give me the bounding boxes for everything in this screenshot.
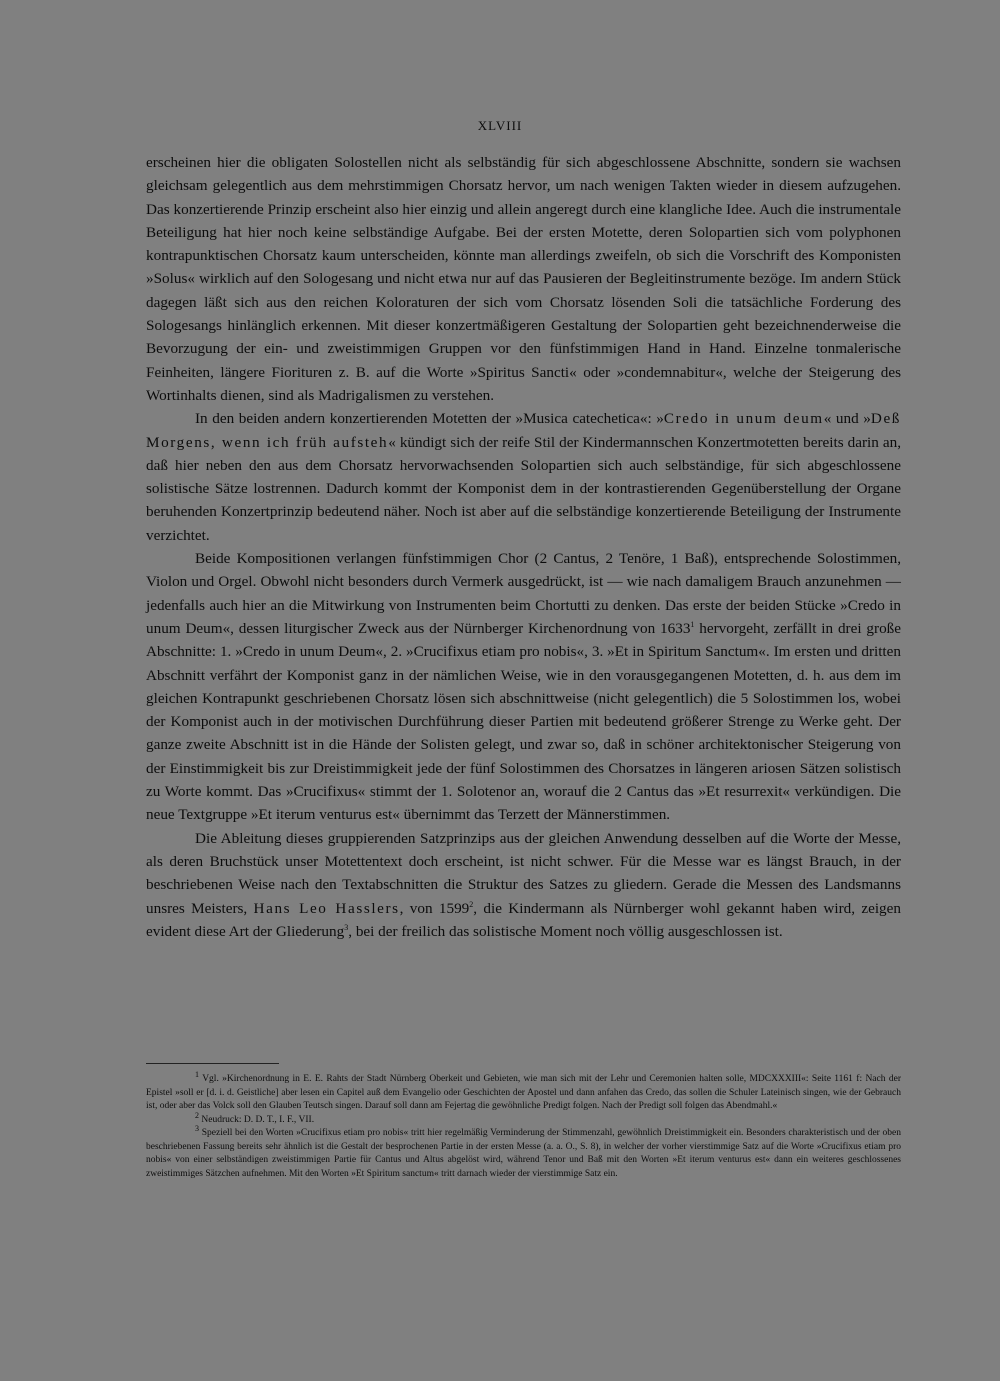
- paragraph-2: [146, 407, 901, 547]
- paragraph-4: [146, 827, 901, 943]
- body-text: [146, 151, 901, 943]
- footnote-3-mark: 3: [195, 1123, 199, 1133]
- footnote-3: [146, 1123, 902, 1181]
- footnote-ref-3: 3: [344, 922, 349, 932]
- footnote-divider: [146, 1063, 279, 1064]
- footnote-ref-2: 2: [469, 899, 474, 909]
- paragraph-4-text-c: , von 1599: [399, 899, 470, 917]
- spaced-title-morgens: Deß Morgens, wenn ich früh aufsteh: [146, 410, 901, 451]
- paragraph-2-text-e: « kündigt sich der reife Stil der Kindermannschen Konzertmotetten bereits darin an, daß hier neben den aus dem Chorsatz hervorwachsenden Solopartien sich auch selbständige, für sich abgeschlossene solistische Sätze lostrennen. Dadurch kommt der Komponist dem in der kontrastierenden Gegenüberstellung der Organe beruhenden Konzertprinzip bedeutend näher. Noch ist aber auf die selbständige konzertierende Beteiligung der Instrumente verzichtet.: [146, 433, 901, 544]
- paragraph-4-text-a: Die Ableitung dieses gruppierenden Satzprinzips aus der gleichen Anwendung desselben auf die Worte der Messe, als deren Bruchstück unser Motettentext doch erscheint, ist nicht schwer. Für die Messe war es längst Brauch, in der beschriebenen Weise nach den Textabschnitten die Struktur des Satzes zu gliedern. Gerade die Messen des Landsmanns unsres Meisters,: [146, 829, 901, 917]
- paragraph-1-text: erscheinen hier die obligaten Solostellen nicht als selbständig für sich abgeschlossene Abschnitte, sondern sie wachsen gleichsam gelegentlich aus dem mehrstimmigen Chorsatz hervor, um nach wenigen Takten wieder in diesem aufzugehen. Das konzertierende Prinzip erscheint also hier einzig und allein angeregt durch eine klangliche Idee. Auch die instrumentale Beteiligung hat hier noch keine selbständige Aufgabe. Bei der ersten Motette, deren Solopartien sich vom polyphonen kontrapunktischen Chorsatz kaum unterscheiden, könnte man allerdings zweifeln, ob sich die Vorschrift des Komponisten »Solus« wirklich auf den Sologesang und nicht etwa nur auf das Pausieren der Begleitinstrumente bezöge. Im andern Stück dagegen läßt sich aus den reichen Koloraturen der sich vom Chorsatz lösenden Soli die tatsächliche Forderung des Sologesangs hinlänglich erkennen. Mit dieser konzertmäßigeren Gestaltung der Solopartien geht bezeichnenderweise die Bevorzugung der ein- und zweistimmigen Gruppen vor den fünfstimmigen Hand in Hand. Einzelne tonmalerische Feinheiten, längere Fiorituren z. B. auf die Worte »Spiritus Sancti« oder »condemnabitur«, welche der Steigerung des Wortinhalts dienen, sind als Madrigalismen zu verstehen.: [146, 154, 901, 404]
- paragraph-2-text-c: « und »: [823, 410, 871, 428]
- page-number: XLVIII: [477, 118, 523, 133]
- footnotes: [146, 1069, 902, 1181]
- paragraph-4-text-d: , die Kindermann als Nürnberger wohl gekannt haben wird, zeigen evident diese Art der Gliederung: [146, 899, 901, 940]
- paragraph-2-text-a: In den beiden andern konzertierenden Motetten der »Musica catechetica«: »: [195, 410, 664, 428]
- paragraph-1: [146, 151, 901, 407]
- footnote-ref-1: 1: [690, 619, 695, 629]
- footnote-1-mark: 1: [195, 1069, 199, 1079]
- footnote-1-text: Vgl. »Kirchenordnung in E. E. Rahts der Stadt Nürnberg Oberkeit und Gebieten, wie man sich mit der Lehr und Ceremonien halten solle, MDCXXXIII«: Seite 1161 f: Nach der Epistel »soll er [d. i. d. Geistliche] aber lesen ein Capitel auß dem Evangelio oder Geschichten der Apostel und dann anfahen das Credo, das sollen die Schuler Lateinisch singen, wie der Gebrauch ist, oder aber das Volck soll den Glauben Teutsch singen. Darauf soll dann am Fejertag die gewöhnliche Predigt folgen. Nach der Predigt soll folgen das Abendmahl.«: [146, 1074, 901, 1111]
- spaced-name-hassler: Hans Leo Hasslers: [253, 899, 400, 917]
- footnote-3-text: Speziell bei den Worten »Crucifixus etiam pro nobis« tritt hier regelmäßig Verminderung der Stimmenzahl, gewöhnlich Dreistimmigkeit ein. Besonders charakteristisch und der oben beschriebenen Fassung bereits sehr ähnlich ist die Gestalt der besprochenen Partie in der ersten Messe (a. a. O., S. 8), in welcher der vorher vierstimmige Satz auf die Worte »Crucifixus etiam pro nobis« von einer selbständigen zweistimmigen Partie für Cantus und Altus abgelöst wird, während Tenor und Baß mit den Worten »Et iterum venturus est« dann ein weiteres geschlossenes zweistimmiges Sätzchen aufnehmen. Mit den Worten »Et Spiritum sanctum« tritt darnach wieder der vierstimmige Satz ein.: [146, 1128, 902, 1179]
- paragraph-4-text-e: , bei der freilich das solistische Moment noch völlig ausgeschlossen ist.: [348, 922, 783, 940]
- footnote-2-mark: 2: [195, 1110, 199, 1120]
- footnote-2: [146, 1110, 901, 1128]
- paragraph-3-text-a: Beide Kompositionen verlangen fünfstimmigen Chor (2 Cantus, 2 Tenöre, 1 Baß), entsprechende Solostimmen, Violon und Orgel. Obwohl nicht besonders durch Vermerk ausgedrückt, ist — wie nach damaligem Brauch anzunehmen — jedenfalls auch hier an die Mitwirkung von Instrumenten beim Chortutti zu denken. Das erste der beiden Stücke »Credo in unum Deum«, dessen liturgischer Zweck aus der Nürnberger Kirchenordnung von 1633: [146, 550, 901, 637]
- footnote-2-text: Neudruck: D. D. T., I. F., VII.: [201, 1114, 315, 1125]
- paragraph-3-text-b: hervorgeht, zerfällt in drei große Abschnitte: 1. »Credo in unum Deum«, 2. »Crucifixus etiam pro nobis«, 3. »Et in Spiritum Sanctum«. Im ersten und dritten Abschnitt verfährt der Komponist ganz in der nämlichen Weise, wie in den vorausgegangenen Motetten, d. h. aus dem im gleichen Kontrapunkt geschriebenen Chorsatz lösen sich abschnittweise (nicht gelegentlich) die 5 Solostimmen los, wobei der Komponist auch in der motivischen Durchführung dieser Partien mit bedeutend größerer Strenge zu Werke geht. Der ganze zweite Abschnitt ist in die Hände der Solisten gelegt, und zwar so, daß in schöner architektonischer Steigerung von der Einstimmigkeit bis zur Dreistimmigkeit jede der fünf Solostimmen des Chorsatzes in längeren ariosen Sätzen solistisch zu Worte kommt. Das »Crucifixus« stimmt der 1. Solotenor an, worauf die 2 Cantus das »Et resurrexit« verkündigen. Die neue Textgruppe »Et iterum venturus est« übernimmt das Terzett der Männerstimmen.: [146, 619, 902, 824]
- footnote-1: [146, 1069, 901, 1114]
- spaced-title-credo: Credo in unum deum: [663, 410, 824, 428]
- paragraph-3: [146, 547, 901, 827]
